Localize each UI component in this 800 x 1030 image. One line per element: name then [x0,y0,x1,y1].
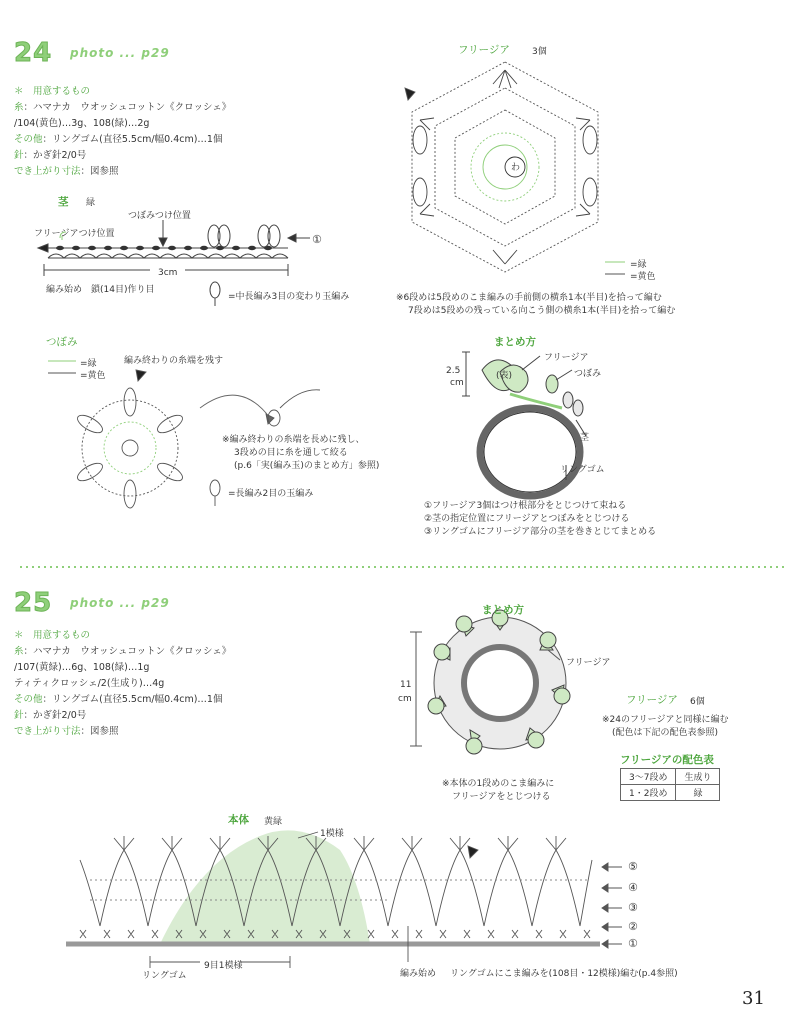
section-number-24: 24 [14,38,53,68]
body-row-2: ② [628,920,638,933]
body-pattern: 1模様 [320,829,344,839]
stem-color: 緑 [86,198,96,208]
assembly-24-unit: cm [450,378,464,388]
body-color: 黄緑 [264,817,283,827]
stem-title: 茎 [58,196,69,208]
bud-end-note: 編み終わりの糸端を残す [124,356,224,366]
table-cell: 緑 [676,785,720,801]
body-row-3: ③ [628,901,638,914]
photo-ref-24: photo ... p29 [70,46,170,60]
photo-ref-25: photo ... p29 [70,596,170,610]
assembly-24-height: 2.5 [446,366,461,376]
body-row-4: ④ [628,881,638,894]
bud-note-3: (p.6「実(編み玉)のまとめ方」参照) [234,461,380,471]
assembly-24-ring: リングゴム [560,465,605,475]
assembly-24-stem: 茎 [580,433,590,443]
color-table [620,768,720,801]
freesia-center: わ [511,163,521,173]
stem-legend: =中長編み3目の変わり玉編み [228,292,350,302]
assembly-25-unit: cm [398,694,412,704]
assembly-25-note-2: フリージアをとじつける [452,792,551,802]
body-repeat: 9目1模様 [204,961,243,971]
assembly-24-step-2: ②茎の指定位置にフリージアとつぼみをとじつける [424,514,630,524]
freesia-legend-green: =緑 [630,260,647,270]
color-table-title: フリージアの配色表 [620,754,714,766]
bud-title: つぼみ [46,336,78,348]
assembly-24-step-1: ①フリージア3個はつけ根部分をとじつけて束ねる [424,501,627,511]
body-row-1: ① [628,937,638,950]
stem-length: 3cm [158,268,178,278]
freesia-25-title: フリージア [626,694,678,706]
freesia-25-note-2: (配色は下記の配色表参照) [612,728,719,738]
bud-note-2: 3段めの目に糸を通して絞る [234,448,348,458]
assembly-24-title: まとめ方 [494,336,536,348]
stem-start: 編み始め 鎖(14目)作り目 [46,285,155,295]
materials-25: ＊ 用意するもの 糸：ハマナカ ウオッシュコットン《クロッシェ》 /107(黄緑)…6g、108(緑)…1g ティティクロッシェ/2(生成り)…4g その他：リングゴム(直径5.5cm/幅0.4cm)…1個 針：かぎ針2/0号 でき上がり寸法：図参照 [14,630,232,737]
stem-chart [38,220,310,306]
body-row-5: ⑤ [628,860,638,873]
body-start-note: リングゴムにこま編みを(108目・12模様)編む(p.4参照) [450,969,678,979]
materials-header: 用意するもの [33,86,91,97]
table-row [621,785,720,801]
freesia-25-note-1: ※24のフリージアと同様に編む [602,715,729,725]
freesia-legend-yellow: =黄色 [630,272,656,282]
section-number-25: 25 [14,588,53,618]
assembly-25-note-1: ※本体の1段めのこま編みに [442,779,555,789]
body-title: 本体 [228,814,249,826]
body-ring: リングゴム [142,971,187,981]
freesia-count: 3個 [532,47,547,57]
freesia-title: フリージア [458,44,510,56]
bud-legend: =長編み2目の玉編み [228,489,314,499]
bud-legend-green: =緑 [80,359,97,369]
bud-legend-yellow: =黄色 [80,371,106,381]
assembly-25-freesia: フリージア [566,658,611,668]
bud-position-label: つぼみつけ位置 [128,211,191,221]
body-chart [66,830,622,968]
freesia-25-count: 6個 [690,697,705,707]
assembly-24-bud: つぼみ [574,369,602,379]
assembly-24-omote: (表) [496,371,513,381]
table-row [621,769,720,785]
freesia-note-1: ※6段めは5段めのこま編みの手前側の横糸1本(半目)を拾って編む [396,293,662,303]
assembly-24-step-3: ③リングゴムにフリージア部分の茎を巻きとじてまとめる [424,527,657,537]
body-start: 編み始め [400,969,437,979]
table-cell: 生成り [676,769,720,785]
page-number: 31 [742,988,765,1009]
materials-24: ＊ 用意するもの 糸：ハマナカ ウオッシュコットン《クロッシェ》 /104(黄色)…3g、108(緑)…2g その他：リングゴム(直径5.5cm/幅0.4cm)…1個 針：かぎ針2/0号 でき上がり寸法：図参照 [14,86,232,177]
stem-row-1: ① [312,233,322,246]
table-cell: 1・2段め [621,785,676,801]
assembly-25-height: 11 [400,680,412,690]
assembly-24-freesia: フリージア [544,353,589,363]
assembly-25-drawing [410,610,570,754]
bud-note-1: ※編み終わりの糸端を長めに残し、 [222,435,365,445]
table-cell: 3〜7段め [621,769,676,785]
freesia-position-label: フリージアつけ位置 [34,229,115,239]
freesia-note-2: 7段めは5段めの残っている向こう側の横糸1本(半目)を拾って編む [408,306,676,316]
assembly-25-title: まとめ方 [482,604,524,616]
